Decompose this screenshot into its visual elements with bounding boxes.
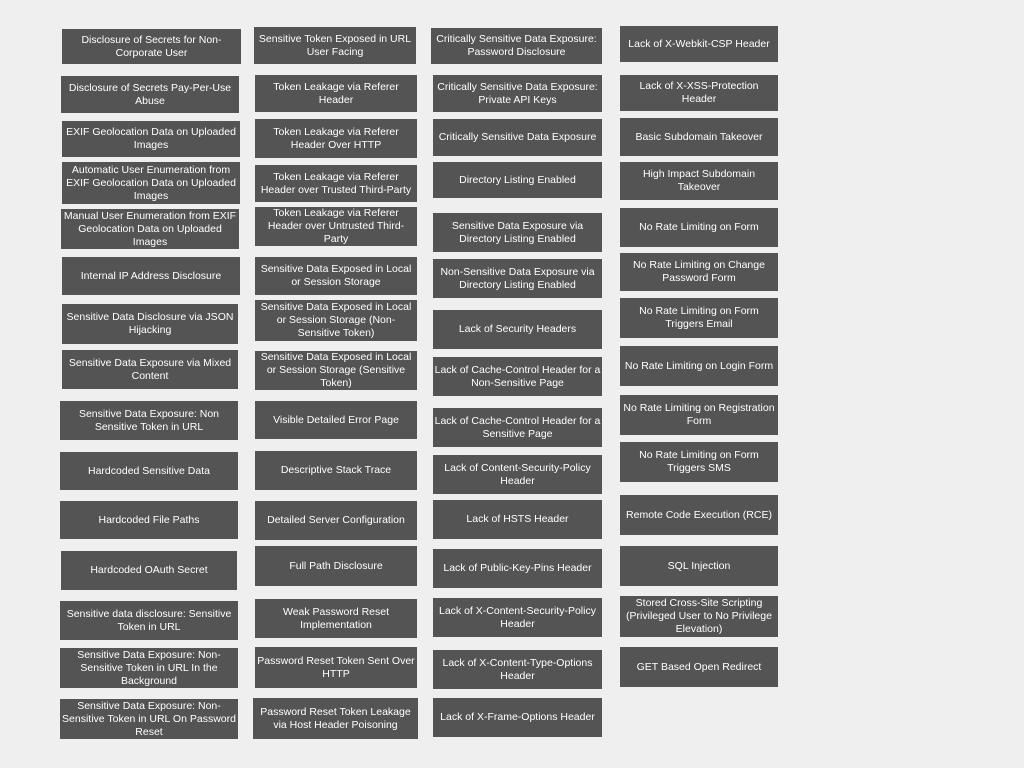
vulnerability-card bbox=[60, 601, 238, 640]
vulnerability-card-label: Sensitive Data Exposure via Mixed Content bbox=[68, 356, 232, 382]
vulnerability-card-label: No Rate Limiting on Login Form bbox=[624, 359, 774, 372]
vulnerability-card bbox=[255, 75, 417, 112]
vulnerability-card-label: Manual User Enumeration from EXIF Geolocation Data on Uploaded Images bbox=[63, 209, 237, 248]
vulnerability-card bbox=[62, 29, 241, 64]
vulnerability-card bbox=[255, 207, 417, 246]
vulnerability-card bbox=[255, 546, 417, 586]
vulnerability-card bbox=[60, 501, 238, 539]
vulnerability-card-label: Password Reset Token Leakage via Host Header Poisoning bbox=[260, 705, 411, 731]
vulnerability-card bbox=[620, 253, 778, 291]
vulnerability-card bbox=[60, 648, 238, 688]
vulnerability-card bbox=[61, 209, 239, 249]
vulnerability-card bbox=[433, 310, 602, 349]
vulnerability-card-label: Non-Sensitive Data Exposure via Directory Listing Enabled bbox=[440, 265, 595, 291]
vulnerability-card bbox=[433, 162, 602, 198]
vulnerability-card-label: Remote Code Execution (RCE) bbox=[626, 508, 772, 521]
vulnerability-card bbox=[255, 647, 417, 688]
vulnerability-card bbox=[433, 408, 602, 447]
vulnerability-card-label: High Impact Subdomain Takeover bbox=[642, 168, 756, 193]
vulnerability-card-label: Directory Listing Enabled bbox=[459, 173, 576, 186]
vulnerability-card bbox=[620, 596, 778, 637]
vulnerability-card bbox=[433, 213, 602, 252]
vulnerability-card-label: No Rate Limiting on Form bbox=[639, 221, 759, 233]
vulnerability-card bbox=[433, 259, 602, 298]
vulnerability-card bbox=[253, 698, 418, 739]
vulnerability-card bbox=[62, 350, 238, 389]
vulnerability-card-label: Hardcoded Sensitive Data bbox=[88, 464, 210, 477]
vulnerability-card-label: Lack of Security Headers bbox=[458, 323, 577, 335]
vulnerability-card-label: Lack of X-XSS-Protection Header bbox=[639, 80, 759, 105]
vulnerability-card-label: Hardcoded OAuth Secret bbox=[90, 564, 208, 576]
vulnerability-card bbox=[433, 598, 602, 637]
vulnerability-card bbox=[620, 442, 778, 482]
vulnerability-card-label: No Rate Limiting on Form Triggers Email bbox=[639, 305, 759, 330]
vulnerability-card bbox=[433, 119, 602, 156]
vulnerability-card-label: Internal IP Address Disclosure bbox=[80, 269, 222, 282]
vulnerability-card-label: Descriptive Stack Trace bbox=[280, 464, 392, 476]
vulnerability-card-label: Lack of Public-Key-Pins Header bbox=[443, 562, 592, 574]
vulnerability-card-label: Sensitive data disclosure: Sensitive Token in URL bbox=[66, 607, 232, 633]
vulnerability-card-label: Disclosure of Secrets Pay-Per-Use Abuse bbox=[68, 81, 232, 107]
vulnerability-card-label: Full Path Disclosure bbox=[289, 559, 383, 572]
vulnerability-card bbox=[61, 76, 239, 113]
vulnerability-card-label: Weak Password Reset Implementation bbox=[282, 605, 389, 631]
vulnerability-card bbox=[431, 28, 602, 64]
vulnerability-card-label: Automatic User Enumeration from EXIF Geolocation Data on Uploaded Images bbox=[66, 163, 236, 202]
vulnerability-card-label: Token Leakage via Referer Header over Trusted Third-Party bbox=[260, 170, 412, 196]
vulnerability-card bbox=[60, 699, 238, 739]
vulnerability-card-label: Critically Sensitive Data Exposure: Password Disclosure bbox=[436, 33, 597, 58]
vulnerability-card bbox=[255, 599, 417, 638]
vulnerability-card-label: Token Leakage via Referer Header Over HTTP bbox=[273, 125, 399, 151]
vulnerability-card-label: Disclosure of Secrets for Non-Corporate User bbox=[81, 33, 222, 59]
vulnerability-card-label: SQL Injection bbox=[667, 559, 731, 572]
vulnerability-card bbox=[61, 551, 237, 590]
vulnerability-card bbox=[620, 162, 778, 200]
vulnerability-card bbox=[62, 257, 240, 295]
vulnerability-card-label: No Rate Limiting on Form Triggers SMS bbox=[639, 449, 759, 474]
vulnerability-card-label: No Rate Limiting on Change Password Form bbox=[633, 259, 765, 284]
vulnerability-card-label: Sensitive Data Exposure via Directory Listing Enabled bbox=[451, 219, 584, 245]
vulnerability-card bbox=[255, 257, 417, 295]
vulnerability-card-label: Lack of X-Content-Security-Policy Header bbox=[439, 604, 596, 630]
vulnerability-card bbox=[620, 546, 778, 586]
vulnerability-card-label: Lack of X-Content-Type-Options Header bbox=[442, 656, 593, 682]
vulnerability-card-label: Sensitive Data Exposed in Local or Session Storage (Non-Sensitive Token) bbox=[260, 301, 412, 339]
vulnerability-card-label: Detailed Server Configuration bbox=[267, 514, 405, 526]
vulnerability-card-label: Lack of Content-Security-Policy Header bbox=[444, 461, 591, 487]
vulnerability-card bbox=[62, 162, 240, 204]
vulnerability-card bbox=[620, 647, 778, 687]
vulnerability-card bbox=[255, 165, 417, 202]
vulnerability-card bbox=[255, 351, 417, 390]
vulnerability-card bbox=[255, 119, 417, 158]
vulnerability-card-label: Sensitive Data Exposed in Local or Session Storage bbox=[260, 263, 412, 288]
vulnerability-card-label: Lack of Cache-Control Header for a Non-Sensitive Page bbox=[434, 363, 601, 389]
vulnerability-card-label: Sensitive Data Exposure: Non Sensitive Token in URL bbox=[78, 407, 220, 433]
vulnerability-card bbox=[254, 27, 416, 64]
vulnerability-card bbox=[255, 300, 417, 341]
vulnerability-card-label: Token Leakage via Referer Header over Untrusted Third-Party bbox=[267, 207, 405, 245]
vulnerability-card-label: Lack of X-Webkit-CSP Header bbox=[628, 37, 770, 50]
vulnerability-card bbox=[255, 401, 417, 439]
vulnerability-card-label: No Rate Limiting on Registration Form bbox=[623, 402, 775, 427]
vulnerability-card bbox=[433, 549, 602, 588]
vulnerability-card bbox=[433, 698, 602, 737]
vulnerability-card-label: Critically Sensitive Data Exposure: Private API Keys bbox=[437, 80, 598, 106]
vulnerability-card bbox=[60, 452, 238, 490]
vulnerability-card bbox=[620, 26, 778, 62]
vulnerability-card-label: Lack of X-Frame-Options Header bbox=[440, 711, 595, 723]
vulnerability-card bbox=[620, 75, 778, 111]
vulnerability-card bbox=[62, 304, 238, 344]
vulnerability-card-label: Visible Detailed Error Page bbox=[273, 413, 399, 426]
vulnerability-card-label: Sensitive Data Exposure: Non-Sensitive Token in URL On Password Reset bbox=[62, 699, 236, 738]
vulnerability-card bbox=[620, 298, 778, 338]
vulnerability-card-label: EXIF Geolocation Data on Uploaded Images bbox=[66, 126, 236, 151]
vulnerability-card-label: Basic Subdomain Takeover bbox=[635, 130, 763, 143]
vulnerability-card-label: Critically Sensitive Data Exposure bbox=[438, 131, 597, 143]
vulnerability-card-label: Stored Cross-Site Scripting (Privileged User to No Privilege Elevation) bbox=[626, 597, 772, 635]
vulnerability-card bbox=[433, 357, 602, 396]
vulnerability-card bbox=[620, 395, 778, 435]
vulnerability-card bbox=[620, 118, 778, 156]
vulnerability-card bbox=[620, 346, 778, 386]
vulnerability-card-label: Lack of Cache-Control Header for a Sensitive Page bbox=[434, 414, 601, 440]
vulnerability-card-label: Sensitive Token Exposed in URL User Facing bbox=[258, 32, 412, 58]
vulnerability-card-label: GET Based Open Redirect bbox=[636, 660, 762, 673]
vulnerability-card bbox=[433, 75, 602, 112]
vulnerability-card bbox=[60, 401, 238, 440]
vulnerability-card-label: Sensitive Data Disclosure via JSON Hijacking bbox=[66, 311, 234, 336]
vulnerability-card bbox=[62, 121, 240, 157]
vulnerability-card-label: Lack of HSTS Header bbox=[466, 513, 569, 525]
vulnerability-card bbox=[255, 501, 417, 540]
vulnerability-card bbox=[433, 455, 602, 494]
vulnerability-card bbox=[620, 495, 778, 535]
vulnerability-card bbox=[255, 451, 417, 490]
vulnerability-card bbox=[433, 500, 602, 539]
vulnerability-card-label: Sensitive Data Exposure: Non-Sensitive Token in URL In the Background bbox=[77, 648, 221, 687]
vulnerability-card-label: Token Leakage via Referer Header bbox=[273, 80, 399, 106]
vulnerability-card bbox=[433, 650, 602, 689]
vulnerability-card-label: Sensitive Data Exposed in Local or Session Storage (Sensitive Token) bbox=[260, 351, 412, 389]
vulnerability-card bbox=[620, 208, 778, 247]
vulnerability-card-label: Password Reset Token Sent Over HTTP bbox=[257, 654, 415, 680]
vulnerability-card-label: Hardcoded File Paths bbox=[98, 513, 200, 526]
